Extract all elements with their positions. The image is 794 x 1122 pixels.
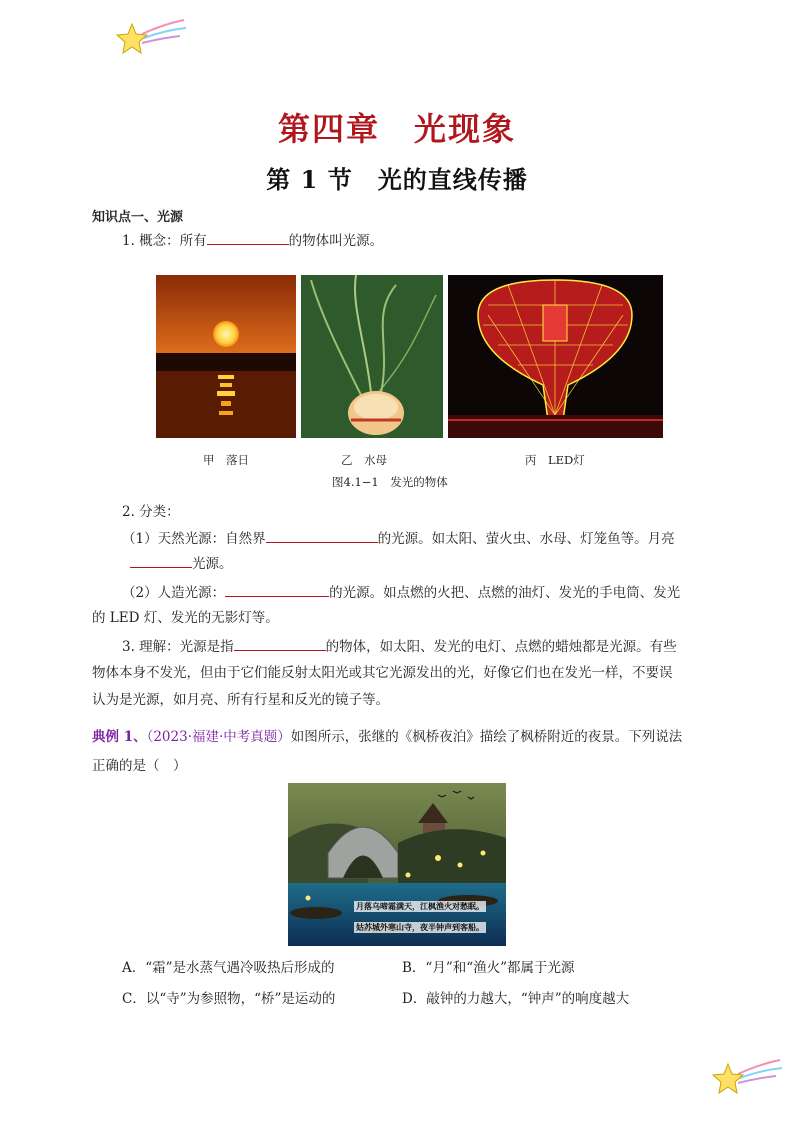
natural-light-source-line: （1）天然光源：自然界 的光源。如太阳、萤火虫、水母、灯笼鱼等。月亮 — [122, 528, 675, 549]
figure-caption-sunset: 甲 落日 — [203, 453, 249, 467]
answer-blank — [207, 230, 289, 245]
maple-bridge-illustration — [288, 783, 506, 946]
jellyfish-photo — [301, 275, 443, 438]
knowledge-point-heading: 知识点一、光源 — [92, 210, 184, 225]
example-question-line2: 正确的是（ ） — [92, 758, 187, 774]
answer-blank — [225, 582, 329, 597]
led-lamp-photo — [448, 275, 663, 438]
poem-line-2: 姑苏城外寒山寺，夜半钟声到客船。 — [356, 923, 484, 932]
chapter-title: 第四章 光现象 — [277, 110, 516, 148]
example-label: 典例 1、 — [92, 729, 147, 745]
artificial-light-source-line2: 的 LED 灯、发光的无影灯等。 — [92, 610, 279, 626]
example-question: 典例 1、（2023·福建·中考真题）如图所示，张继的《枫桥夜泊》描绘了枫桥附近的夜景。下列说法 — [92, 729, 683, 745]
answer-blank — [234, 636, 326, 651]
concept-line: 1. 概念：所有 的物体叫光源。 — [122, 230, 383, 251]
figure-caption-jellyfish: 乙 水母 — [341, 453, 387, 467]
section-title: 第 1 节 光的直线传播 — [266, 165, 528, 194]
option-b: B．“月”和“渔火”都属于光源 — [402, 960, 575, 976]
understanding-line3: 认为是光源，如月亮、所有行星和反光的镜子等。 — [92, 692, 389, 708]
natural-light-source-line2: 光源。 — [130, 553, 233, 574]
option-a: A．“霜”是水蒸气遇冷吸热后形成的 — [122, 960, 335, 976]
understanding-line: 3. 理解：光源是指 的物体，如太阳、发光的电灯、点燃的蜡烛都是光源。有些 — [122, 636, 677, 657]
star-decoration-icon — [112, 16, 188, 58]
option-c: C．以“寺”为参照物，“桥”是运动的 — [122, 991, 336, 1007]
answer-blank — [130, 553, 192, 568]
figure-caption: 图4.1−1 发光的物体 — [332, 475, 448, 489]
sunset-photo — [156, 275, 296, 438]
figure-caption-led: 丙 LED灯 — [525, 453, 585, 467]
classification-title: 2. 分类： — [122, 504, 180, 520]
understanding-line2: 物体本身不发光，但由于它们能反射太阳光或其它光源发出的光，好像它们也在发光一样，不要误 — [92, 665, 673, 681]
star-decoration-icon — [708, 1056, 784, 1098]
poem-line-1: 月落乌啼霜满天，江枫渔火对愁眠。 — [356, 902, 484, 911]
artificial-light-source-line: （2）人造光源： 的光源。如点燃的火把、点燃的油灯、发光的手电筒、发光 — [122, 582, 680, 603]
example-source: （2023·福建·中考真题） — [146, 729, 291, 745]
answer-blank — [266, 528, 378, 543]
option-d: D．敲钟的力越大，“钟声”的响度越大 — [402, 991, 630, 1007]
